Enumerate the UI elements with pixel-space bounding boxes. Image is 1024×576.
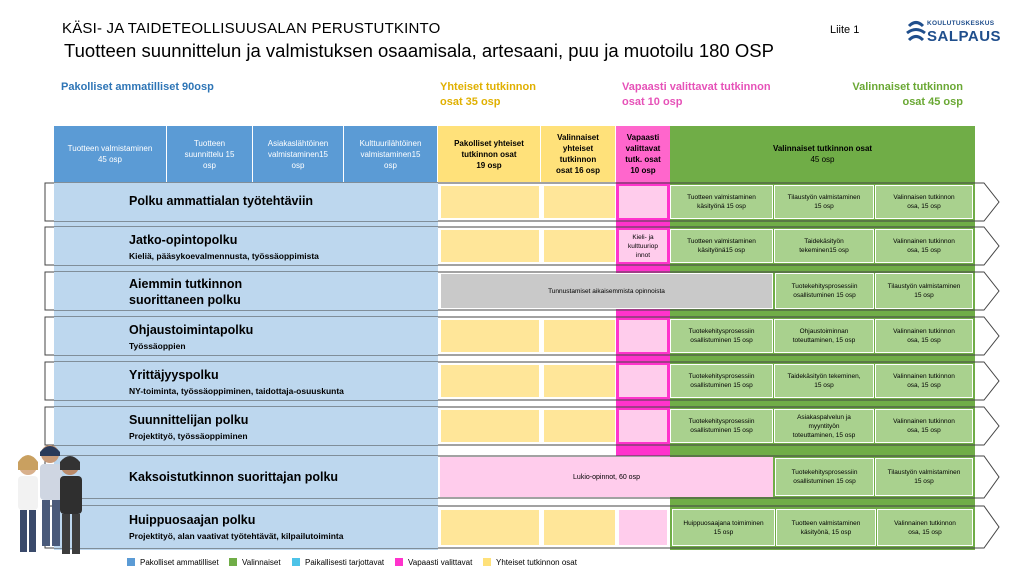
row6-opt1-l2: osallistuminen 15 osp — [690, 427, 753, 434]
row1-opt1-l2: käsityönä 15 osp — [697, 203, 746, 210]
row8-opt3-l1: Valinnainen tutkinnon — [894, 519, 956, 527]
legend-label-4: Vapaasti valittavat — [408, 557, 473, 567]
students-photo — [8, 440, 86, 560]
row2-title: Jatko-opintopolku — [129, 233, 238, 247]
group-heading-vapaasti-line2: osat 10 osp — [622, 96, 683, 108]
row8-opt2-l1: Tuotteen valmistaminen — [791, 519, 861, 527]
row3-optional-3 — [875, 273, 973, 309]
row6-subtitle: Projektityö, työssäoppiminen — [129, 431, 248, 441]
row5-optional-3 — [875, 364, 973, 398]
row2-opt3-l1: Valinnainen tutkinnon — [893, 238, 955, 245]
legend-swatch-4 — [395, 558, 403, 566]
col5-line2: tutkinnon osat — [461, 149, 517, 159]
salpaus-logo — [905, 18, 1005, 48]
row6-opt2-l1: Asiakaspalvelun ja — [797, 413, 851, 421]
row4-opt3-l2: osa, 15 osp — [907, 337, 941, 344]
row4-pink — [619, 320, 667, 352]
row4-optional-1 — [670, 319, 773, 353]
row5-pink — [619, 365, 667, 397]
legend-item-pakolliset — [127, 555, 219, 569]
row8-opt3-l2: osa, 15 osp — [908, 528, 942, 536]
row7-opt3-l1: Tilaustyön valmistaminen — [887, 469, 961, 476]
row6-optional-3 — [875, 409, 973, 443]
row6-opt1-l1: Tuotekehitysprosessiin — [688, 418, 755, 425]
row6-opt3-l1: Valinnainen tutkinnon — [893, 418, 955, 425]
row6-optional-2 — [774, 409, 874, 443]
col2-line2: suunnittelu 15 — [184, 149, 235, 159]
row6-opt2-l3: toteuttaminen, 15 osp — [792, 431, 856, 439]
row8-opt1-l1: Huippuosaajana toimiminen — [683, 519, 764, 527]
col6-line2: yhteiset — [562, 144, 594, 153]
row2-pink-l2: kulttuuriop — [628, 242, 658, 250]
row6-opt3-l2: osa, 15 osp — [907, 427, 941, 434]
row2-yellow-a — [441, 230, 539, 262]
row4-optional-2 — [774, 319, 874, 353]
legend-label-2: Valinnaiset — [242, 557, 281, 567]
col4-line1: Kulttuurilähtöinen — [359, 138, 422, 148]
legend-swatch-1 — [127, 558, 135, 566]
row1-pink — [619, 186, 667, 218]
group-heading-yhteiset-line2: osat 35 osp — [440, 96, 501, 108]
col3-line2: valmistaminen15 — [267, 149, 328, 159]
row5-opt3-l1: Valinnainen tutkinnon — [893, 373, 955, 380]
col3-line1: Asiakaslähtöinen — [267, 138, 329, 148]
logo-mark-icon — [905, 20, 927, 46]
col5-line1: Pakolliset yhteiset — [454, 138, 524, 148]
group-heading-yhteiset-line1: Yhteiset tutkinnon — [440, 81, 536, 93]
legend-item-vapaasti — [395, 555, 472, 569]
row1-yellow-b — [544, 186, 615, 218]
group-heading-valinnaiset-line2: osat 45 osp — [902, 96, 963, 108]
group-heading-pakolliset: Pakolliset ammatilliset 90osp — [61, 81, 214, 93]
row6-pink — [619, 410, 667, 442]
col2-line3: osp — [203, 160, 216, 170]
row8-subtitle: Projektityö, alan vaativat työtehtävät, kilpailutoiminta — [129, 531, 344, 541]
row5-opt2-l2: 15 osp — [814, 382, 834, 389]
column-header-pakolliset-yhteiset — [438, 126, 541, 182]
row2-pink-l1: Kieli- ja — [632, 233, 654, 241]
row5-opt1-l1: Tuotekehitysprosessiin — [688, 373, 755, 380]
row4-opt2-l1: Ohjaustoiminnan — [799, 328, 849, 335]
column-header-valinnaiset — [670, 126, 975, 182]
group-heading-yhteiset — [440, 80, 536, 110]
col1-line1: Tuotteen valmistaminen — [67, 144, 153, 153]
legend-label-3: Paikallisesti tarjottavat — [305, 557, 385, 567]
legend-item-paikallisesti — [292, 555, 384, 569]
row7-upper-secondary-block — [440, 457, 773, 497]
row3-opt3-l1: Tilaustyön valmistaminen — [887, 283, 961, 290]
row2-subtitle: Kieliä, pääsykoevalmennusta, työssäoppimista — [129, 251, 319, 261]
column-header-vapaasti-valittavat — [616, 126, 670, 182]
row2-opt3-l2: osa, 15 osp — [907, 247, 941, 254]
row5-yellow-b — [544, 365, 615, 397]
column-header-valinnaiset-yhteiset — [541, 126, 616, 182]
row7-optional-3 — [875, 458, 973, 496]
col4-line2: valmistaminen15 — [360, 149, 421, 159]
row4-yellow-a — [441, 320, 539, 352]
row2-opt2-l2: tekeminen15 osp — [799, 247, 849, 254]
row2-opt2-l1: Taidekäsityön — [804, 238, 844, 245]
row2-opt1-l1: Tuotteen valmistaminen — [687, 238, 756, 245]
row8-opt1-l2: 15 osp — [713, 528, 734, 536]
row8-yellow-b — [544, 510, 615, 545]
row3-optional-2 — [775, 273, 874, 309]
row1-opt2-l1: Tilaustyön valmistaminen — [787, 194, 861, 201]
legend-swatch-3 — [292, 558, 300, 566]
legend-item-valinnaiset — [229, 555, 281, 569]
row3-recognition-text: Tunnustamiset aikaisemmista opinnoista — [548, 287, 665, 295]
row5-optional-2 — [774, 364, 874, 398]
row6-yellow-a — [441, 410, 539, 442]
col8-line2: 45 osp — [810, 155, 835, 164]
group-heading-vapaasti-line1: Vapaasti valittavat tutkinnon — [622, 81, 771, 93]
row1-yellow-a — [441, 186, 539, 218]
row2-pink-l3: innot — [635, 251, 651, 259]
legend-label-1: Pakolliset ammatilliset — [140, 557, 219, 567]
col7-line2: valittavat — [625, 144, 661, 153]
row4-subtitle: Työssäoppien — [129, 341, 186, 351]
col6-line1: Valinnaiset — [557, 133, 599, 142]
row2-optional-2 — [774, 229, 874, 263]
row5-opt1-l2: osallistuminen 15 osp — [690, 382, 753, 389]
row4-opt2-l2: toteuttaminen, 15 osp — [792, 337, 856, 344]
row1-optional-2 — [774, 185, 874, 219]
row5-optional-1 — [670, 364, 773, 398]
row1-optional-1 — [670, 185, 773, 219]
row6-title: Suunnittelijan polku — [129, 413, 249, 427]
col1-line2: 45 osp — [97, 155, 122, 164]
row7-upper-secondary-text: Lukio-opinnot, 60 osp — [573, 473, 640, 481]
row5-yellow-a — [441, 365, 539, 397]
row8-yellow-a — [441, 510, 539, 545]
column-header-asiakaslahtoinen — [253, 126, 344, 182]
row7-title: Kaksoistutkinnon suorittajan polku — [129, 470, 339, 484]
row6-optional-1 — [670, 409, 773, 443]
legend-swatch-5 — [483, 558, 491, 566]
row8-optional-3 — [877, 509, 973, 546]
group-heading-vapaasti — [622, 80, 771, 110]
legend-swatch-2 — [229, 558, 237, 566]
document-title: KÄSI- JA TAIDETEOLLISUUSALAN PERUSTUTKINTO — [62, 20, 441, 37]
col2-line1: Tuotteen — [193, 138, 226, 148]
row7-optional-2 — [775, 458, 874, 496]
row3-opt3-l2: 15 osp — [914, 292, 934, 299]
row4-optional-3 — [875, 319, 973, 353]
col3-line3: osp — [291, 160, 305, 170]
row8-optional-1 — [672, 509, 775, 546]
col5-line3: 19 osp — [476, 160, 502, 170]
row3-opt2-l1: Tuotekehitysprosessiin — [791, 283, 858, 290]
row8-title: Huippuosaajan polku — [129, 513, 256, 527]
row2-opt1-l2: käsityönä15 osp — [698, 247, 745, 254]
row3-opt2-l2: osallistuminen 15 osp — [793, 292, 856, 299]
row3-blue — [54, 272, 438, 310]
row1-opt3-l2: osa, 15 osp — [907, 203, 941, 210]
column-header-kulttuurilahtoinen — [344, 126, 438, 182]
row5-opt2-l1: Taidekäsityön tekeminen, — [787, 373, 861, 380]
row7-opt3-l2: 15 osp — [914, 478, 934, 485]
col8-line1: Valinnaiset tutkinnon osat — [772, 144, 873, 153]
row4-title: Ohjaustoimintapolku — [129, 323, 254, 337]
row3-title-line2: suorittaneen polku — [129, 293, 241, 307]
row5-opt3-l2: osa, 15 osp — [907, 382, 941, 389]
row7-opt2-l1: Tuotekehitysprosessiin — [791, 469, 858, 476]
row6-opt2-l2: myyntityön — [808, 422, 840, 430]
row4-opt1-l2: osallistuminen 15 osp — [690, 337, 753, 344]
legend-item-yhteiset — [483, 555, 577, 569]
legend-label-5: Yhteiset tutkinnon osat — [496, 557, 577, 567]
row8-optional-2 — [776, 509, 876, 546]
row1-opt2-l2: 15 osp — [814, 203, 834, 210]
col6-line3: tutkinnon — [559, 155, 597, 164]
row5-subtitle: NY-toiminta, työssäoppiminen, taidottaja-osuuskunta — [129, 386, 344, 396]
row1-opt1-l1: Tuotteen valmistaminen — [687, 194, 756, 201]
group-heading-valinnaiset — [847, 80, 963, 110]
row4-yellow-b — [544, 320, 615, 352]
row1-optional-3 — [875, 185, 973, 219]
col6-line4: osat 16 osp — [555, 166, 600, 175]
logo-main-text: SALPAUS — [927, 28, 1002, 45]
row2-optional-3 — [875, 229, 973, 263]
document-subtitle: Tuotteen suunnittelun ja valmistuksen osaamisala, artesaani, puu ja muotoilu 180 OSP — [64, 40, 774, 61]
row3-recognition-block — [440, 273, 773, 309]
row3-title-line1: Aiemmin tutkinnon — [129, 277, 243, 291]
col7-line3: tutk. osat — [625, 155, 661, 164]
attachment-label: Liite 1 — [830, 24, 860, 36]
column-header-tuotteen-valmistaminen — [54, 126, 167, 182]
row1-title: Polku ammattialan työtehtäviin — [129, 194, 314, 208]
row1-opt3-l1: Valinnaisen tutkinnon — [893, 194, 955, 201]
row2-optional-1 — [670, 229, 773, 263]
row4-opt1-l1: Tuotekehitysprosessiin — [688, 328, 755, 335]
row4-opt3-l1: Valinnainen tutkinnon — [893, 328, 955, 335]
col4-line3: osp — [384, 160, 397, 170]
row2-pink — [619, 230, 667, 262]
col7-line1: Vapaasti — [626, 133, 660, 142]
group-heading-valinnaiset-line1: Valinnaiset tutkinnon — [852, 81, 963, 93]
row7-opt2-l2: osallistuminen 15 osp — [793, 478, 856, 485]
row6-yellow-b — [544, 410, 615, 442]
row8-opt2-l2: käsityönä, 15 osp — [800, 528, 852, 536]
row2-yellow-b — [544, 230, 615, 262]
row5-title: Yrittäjyyspolku — [129, 368, 219, 382]
logo-top-text: KOULUTUSKESKUS — [927, 20, 995, 27]
col7-line4: 10 osp — [630, 166, 656, 175]
row8-pink — [619, 510, 667, 545]
column-header-tuotteen-suunnittelu — [167, 126, 253, 182]
